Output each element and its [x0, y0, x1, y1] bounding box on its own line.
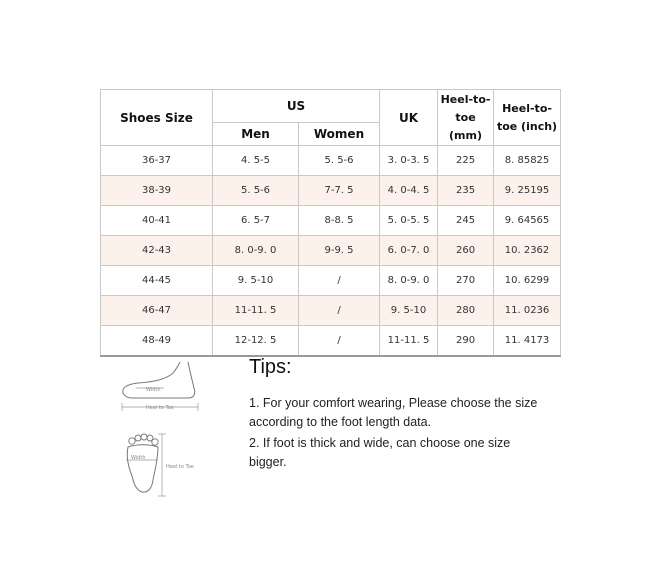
cell-women: 8-8. 5 — [299, 206, 380, 236]
cell-women: / — [299, 296, 380, 326]
cell-size: 44-45 — [101, 266, 213, 296]
tip-2: 2. If foot is thick and wide, can choose one size bigger. — [249, 436, 511, 469]
cell-inch: 9. 64565 — [494, 206, 561, 236]
table-row — [101, 206, 561, 236]
cell-women: 5. 5-6 — [299, 146, 380, 176]
cell-men: 5. 5-6 — [213, 176, 299, 206]
toe-2 — [135, 435, 141, 441]
cell-uk: 6. 0-7. 0 — [380, 236, 438, 266]
tips-title: Tips: — [249, 356, 292, 378]
tip-1: 1. For your comfort wearing, Please choose the size according to the foot length data. — [249, 396, 538, 429]
cell-uk: 3. 0-3. 5 — [380, 146, 438, 176]
table-row — [101, 146, 561, 176]
foot-side-view-diagram — [118, 358, 202, 416]
cell-uk: 4. 0-4. 5 — [380, 176, 438, 206]
cell-size: 36-37 — [101, 146, 213, 176]
cell-women: / — [299, 326, 380, 357]
cell-men: 12-12. 5 — [213, 326, 299, 357]
foot-outline-top — [127, 445, 158, 492]
toe-3 — [141, 434, 147, 440]
top-length-label: Heel to Toe — [166, 464, 194, 470]
header-men: Men — [213, 123, 299, 146]
cell-mm: 270 — [438, 266, 494, 296]
cell-uk: 11-11. 5 — [380, 326, 438, 357]
cell-inch: 10. 6299 — [494, 266, 561, 296]
side-length-label: Heel to Toe — [146, 405, 174, 411]
table-row — [101, 176, 561, 206]
table-row — [101, 296, 561, 326]
cell-uk: 8. 0-9. 0 — [380, 266, 438, 296]
cell-men: 11-11. 5 — [213, 296, 299, 326]
table-row — [101, 326, 561, 357]
table-row — [101, 236, 561, 266]
cell-inch: 11. 4173 — [494, 326, 561, 357]
cell-women: / — [299, 266, 380, 296]
toe-1 — [129, 438, 135, 444]
cell-mm: 225 — [438, 146, 494, 176]
cell-women: 9-9. 5 — [299, 236, 380, 266]
side-width-label: Width — [146, 387, 161, 393]
cell-uk: 5. 0-5. 5 — [380, 206, 438, 236]
cell-men: 6. 5-7 — [213, 206, 299, 236]
header-uk: UK — [380, 90, 438, 146]
cell-size: 46-47 — [101, 296, 213, 326]
table-row — [101, 266, 561, 296]
cell-inch: 10. 2362 — [494, 236, 561, 266]
cell-mm: 235 — [438, 176, 494, 206]
cell-mm: 280 — [438, 296, 494, 326]
cell-size: 38-39 — [101, 176, 213, 206]
cell-mm: 245 — [438, 206, 494, 236]
cell-inch: 11. 0236 — [494, 296, 561, 326]
cell-men: 9. 5-10 — [213, 266, 299, 296]
top-width-label: Width — [131, 455, 146, 461]
header-us: US — [213, 90, 380, 123]
cell-inch: 8. 85825 — [494, 146, 561, 176]
cell-inch: 9. 25195 — [494, 176, 561, 206]
cell-men: 4. 5-5 — [213, 146, 299, 176]
header-women: Women — [299, 123, 380, 146]
header-heel-to-toe-inch: Heel-to-toe (inch) — [494, 90, 561, 146]
cell-uk: 9. 5-10 — [380, 296, 438, 326]
cell-mm: 290 — [438, 326, 494, 357]
size-table — [100, 89, 561, 357]
cell-women: 7-7. 5 — [299, 176, 380, 206]
foot-top-view-diagram — [120, 432, 204, 504]
cell-size: 48-49 — [101, 326, 213, 357]
cell-mm: 260 — [438, 236, 494, 266]
cell-men: 8. 0-9. 0 — [213, 236, 299, 266]
header-heel-to-toe-mm: Heel-to-toe (mm) — [438, 90, 494, 146]
toe-5 — [152, 439, 158, 445]
header-shoes-size: Shoes Size — [101, 90, 213, 146]
cell-size: 40-41 — [101, 206, 213, 236]
cell-size: 42-43 — [101, 236, 213, 266]
